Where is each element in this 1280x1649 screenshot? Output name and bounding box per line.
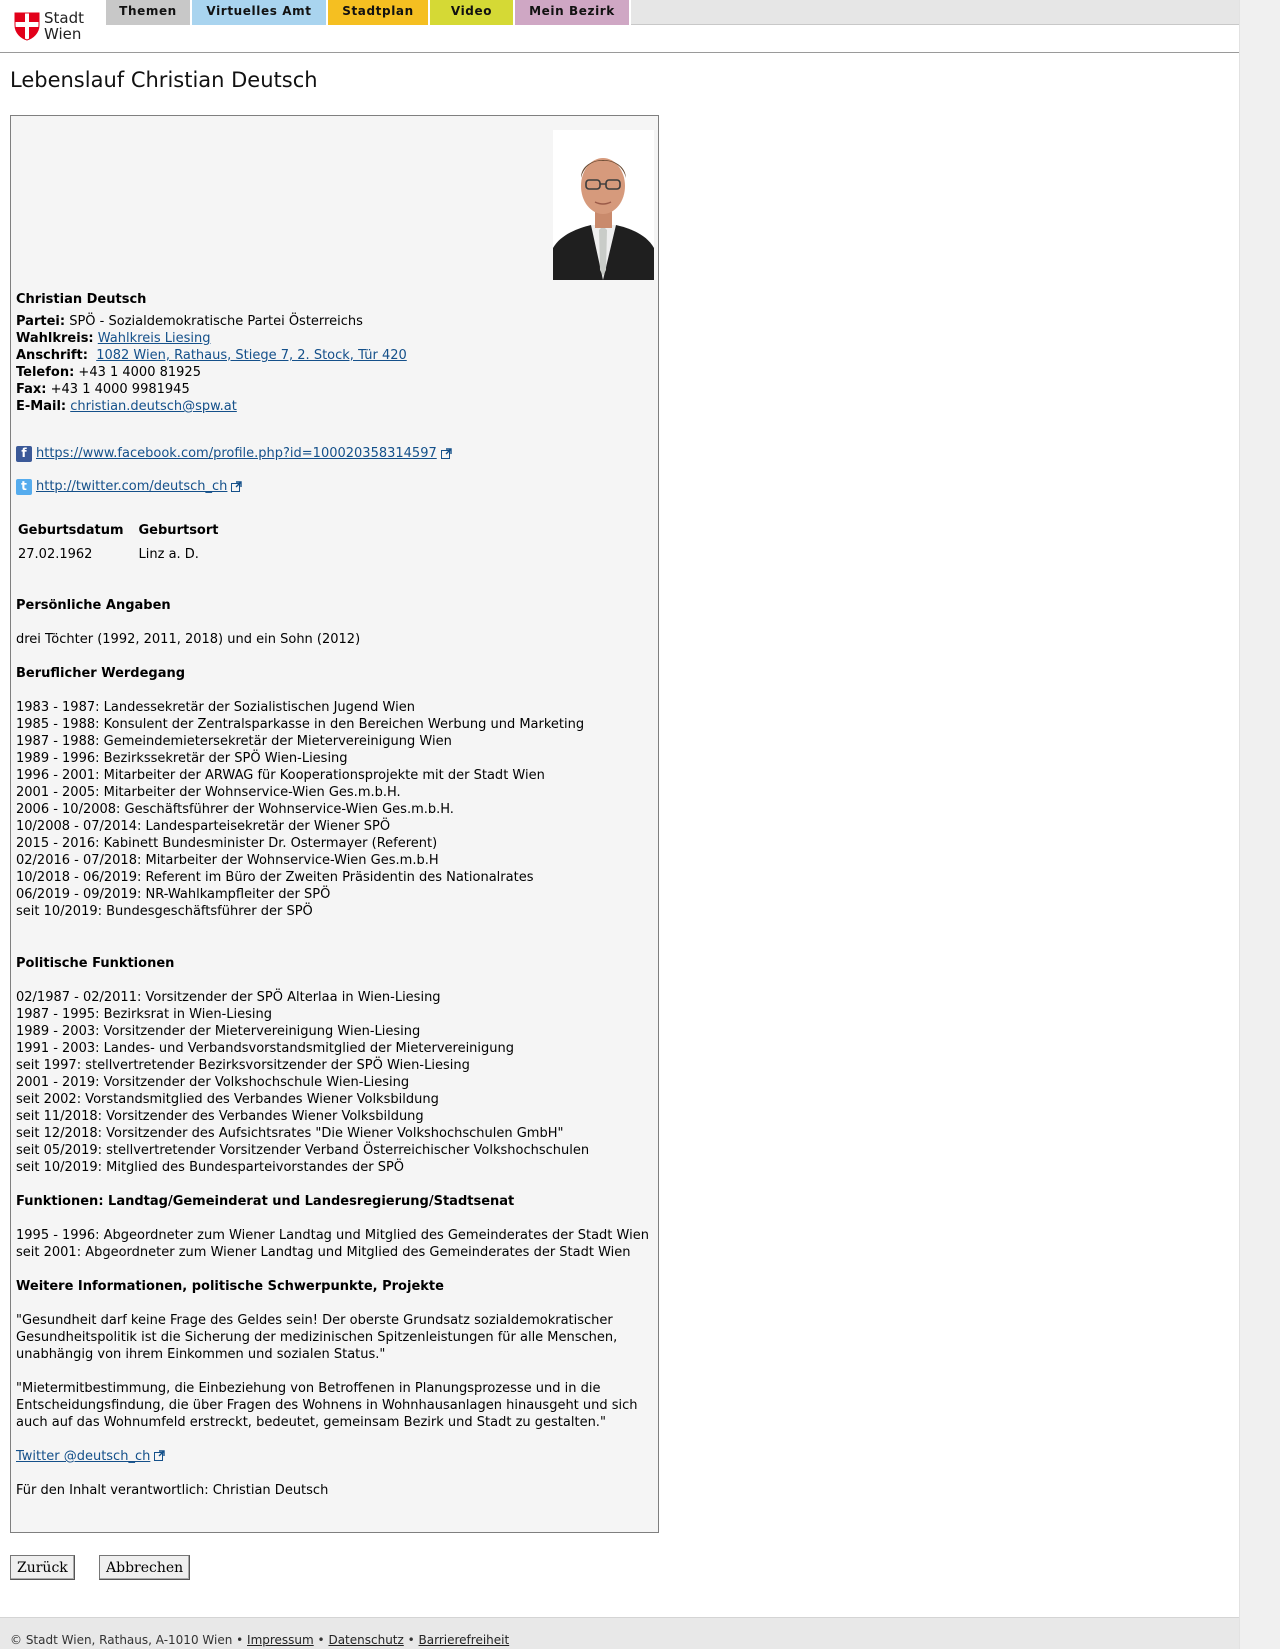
twitter-handle-link[interactable]: Twitter @deutsch_ch bbox=[16, 1449, 151, 1464]
section-personal bbox=[16, 597, 656, 648]
list-item: 1985 - 1988: Konsulent der Zentralsparkasse in den Bereichen Werbung und Marketing bbox=[16, 717, 585, 732]
section-career bbox=[16, 665, 656, 920]
nav-tab-mein-bezirk[interactable]: Mein Bezirk bbox=[515, 0, 631, 25]
list-item: 2006 - 10/2008: Geschäftsführer der Wohnservice-Wien Ges.m.b.H. bbox=[16, 802, 454, 817]
profile-content-box bbox=[10, 115, 659, 1533]
list-item: seit 05/2019: stellvertretender Vorsitzender Verband Österreichischer Volkshochschulen bbox=[16, 1143, 590, 1158]
footer-text: © Stadt Wien, Rathaus, A-1010 Wien • Impressum • Datenschutz • Barrierefreiheit bbox=[10, 1633, 510, 1647]
site-footer bbox=[0, 1617, 1239, 1649]
footer-copyright: © Stadt Wien, Rathaus, A-1010 Wien bbox=[10, 1633, 233, 1647]
list-item: seit 12/2018: Vorsitzender des Aufsichtsrates "Die Wiener Volkshochschulen GmbH" bbox=[16, 1126, 564, 1141]
birth-date-header: Geburtsdatum bbox=[18, 523, 124, 538]
section-landtag-title: Funktionen: Landtag/Gemeinderat und Landesregierung/Stadtsenat bbox=[16, 1194, 515, 1209]
quote-tenants: "Mietermitbestimmung, die Einbeziehung von Betroffenen in Planungsprozesse und in die Entscheidungsfindung, die über Fragen des Wohnens in Wohnhausanlagen hinausgeht und sich auch auf das Wohnumfeld erstreckt, bedeutet, gemeinsam Bezirk und Stadt zu gestalten." bbox=[16, 1381, 638, 1430]
list-item: seit 1997: stellvertretender Bezirksvorsitzender der SPÖ Wien-Liesing bbox=[16, 1058, 470, 1073]
birth-table bbox=[16, 518, 231, 566]
external-link-icon bbox=[441, 448, 452, 459]
section-personal-title: Persönliche Angaben bbox=[16, 598, 171, 613]
section-political-title: Politische Funktionen bbox=[16, 956, 175, 971]
twitter-handle-row bbox=[16, 1448, 656, 1465]
birth-place-value: Linz a. D. bbox=[138, 547, 199, 562]
list-item: 1995 - 1996: Abgeordneter zum Wiener Landtag und Mitglied des Gemeinderates der Stadt Wien bbox=[16, 1228, 649, 1243]
profile-name: Christian Deutsch bbox=[16, 292, 147, 307]
list-item: 1996 - 2001: Mitarbeiter der ARWAG für Kooperationsprojekte mit der Stadt Wien bbox=[16, 768, 545, 783]
section-landtag bbox=[16, 1193, 656, 1261]
list-item: seit 2001: Abgeordneter zum Wiener Landtag und Mitglied des Gemeinderates der Stadt Wien bbox=[16, 1245, 631, 1260]
footer-link-impressum[interactable]: Impressum bbox=[247, 1633, 314, 1647]
career-list bbox=[16, 699, 656, 920]
twitter-row bbox=[16, 478, 242, 495]
list-item: 2015 - 2016: Kabinett Bundesminister Dr. Ostermayer (Referent) bbox=[16, 836, 438, 851]
quote-health: "Gesundheit darf keine Frage des Geldes sein! Der oberste Grundsatz sozialdemokratischer Gesundheitspolitik ist die Sicherung der medizinischen Spitzenleistungen für alle Menschen, unabhängig von ihrem Einkommen und sozialen Status." bbox=[16, 1313, 618, 1362]
list-item: seit 10/2019: Mitglied des Bundesparteivorstandes der SPÖ bbox=[16, 1160, 405, 1175]
nav-tab-stadtplan[interactable]: Stadtplan bbox=[328, 0, 430, 25]
list-item: 1983 - 1987: Landessekretär der Sozialistischen Jugend Wien bbox=[16, 700, 415, 715]
page-scrollbar[interactable] bbox=[1239, 0, 1280, 1649]
section-further bbox=[16, 1278, 656, 1499]
responsible-note: Für den Inhalt verantwortlich: Christian Deutsch bbox=[16, 1483, 329, 1498]
party-value: SPÖ - Sozialdemokratische Partei Österreichs bbox=[69, 314, 363, 329]
landtag-list bbox=[16, 1227, 656, 1261]
email-link[interactable]: christian.deutsch@spw.at bbox=[70, 399, 237, 414]
footer-link-barrierefreiheit[interactable]: Barrierefreiheit bbox=[418, 1633, 510, 1647]
wien-coat-of-arms-icon bbox=[14, 11, 40, 41]
portrait-photo bbox=[553, 130, 654, 280]
external-link-icon bbox=[231, 481, 242, 492]
facebook-link[interactable]: https://www.facebook.com/profile.php?id=100020358314597 bbox=[36, 446, 437, 461]
footer-link-datenschutz[interactable]: Datenschutz bbox=[328, 1633, 404, 1647]
external-link-icon bbox=[154, 1450, 165, 1461]
list-item: 02/1987 - 02/2011: Vorsitzender der SPÖ Alterlaa in Wien-Liesing bbox=[16, 990, 441, 1005]
fax-value: +43 1 4000 9981945 bbox=[50, 382, 190, 397]
list-item: seit 10/2019: Bundesgeschäftsführer der SPÖ bbox=[16, 904, 313, 919]
section-personal-text: drei Töchter (1992, 2011, 2018) und ein Sohn (2012) bbox=[16, 632, 361, 647]
list-item: 02/2016 - 07/2018: Mitarbeiter der Wohnservice-Wien Ges.m.b.H bbox=[16, 853, 439, 868]
facebook-icon: f bbox=[16, 446, 32, 462]
address-link[interactable]: 1082 Wien, Rathaus, Stiege 7, 2. Stock, Tür 420 bbox=[96, 348, 407, 363]
list-item: 2001 - 2005: Mitarbeiter der Wohnservice-Wien Ges.m.b.H. bbox=[16, 785, 401, 800]
list-item: 10/2018 - 06/2019: Referent im Büro der Zweiten Präsidentin des Nationalrates bbox=[16, 870, 534, 885]
page-title: Lebenslauf Christian Deutsch bbox=[10, 68, 318, 92]
list-item: 1989 - 2003: Vorsitzender der Mietervereinigung Wien-Liesing bbox=[16, 1024, 421, 1039]
twitter-link[interactable]: http://twitter.com/deutsch_ch bbox=[36, 479, 228, 494]
constituency-label: Wahlkreis: bbox=[16, 331, 94, 346]
section-political bbox=[16, 955, 656, 1176]
party-label: Partei: bbox=[16, 314, 66, 329]
list-item: 2001 - 2019: Vorsitzender der Volkshochschule Wien-Liesing bbox=[16, 1075, 410, 1090]
address-label: Anschrift: bbox=[16, 348, 88, 363]
nav-tab-themen[interactable]: Themen bbox=[106, 0, 192, 25]
twitter-icon: t bbox=[16, 479, 32, 495]
nav-tab-virtuelles-amt[interactable]: Virtuelles Amt bbox=[192, 0, 328, 25]
list-item: seit 2002: Vorstandsmitglied des Verbandes Wiener Volksbildung bbox=[16, 1092, 439, 1107]
list-item: 10/2008 - 07/2014: Landesparteisekretär der Wiener SPÖ bbox=[16, 819, 391, 834]
site-header bbox=[0, 0, 1239, 53]
main-navigation bbox=[106, 0, 1239, 25]
email-label: E-Mail: bbox=[16, 399, 67, 414]
logo-text: Stadt Wien bbox=[44, 9, 84, 43]
fax-label: Fax: bbox=[16, 382, 47, 397]
phone-label: Telefon: bbox=[16, 365, 75, 380]
section-career-title: Beruflicher Werdegang bbox=[16, 666, 186, 681]
cancel-button[interactable]: Abbrechen bbox=[99, 1555, 190, 1580]
birth-place-header: Geburtsort bbox=[138, 523, 219, 538]
contact-details bbox=[16, 313, 407, 415]
birth-date-value: 27.02.1962 bbox=[18, 547, 93, 562]
list-item: 1987 - 1988: Gemeindemietersekretär der Mietervereinigung Wien bbox=[16, 734, 452, 749]
list-item: 1987 - 1995: Bezirksrat in Wien-Liesing bbox=[16, 1007, 272, 1022]
person-portrait-icon bbox=[553, 130, 654, 280]
stadt-wien-logo[interactable] bbox=[14, 8, 104, 44]
phone-value: +43 1 4000 81925 bbox=[78, 365, 201, 380]
facebook-row bbox=[16, 445, 452, 462]
constituency-link[interactable]: Wahlkreis Liesing bbox=[97, 331, 211, 346]
back-button[interactable]: Zurück bbox=[10, 1555, 75, 1580]
nav-tab-video[interactable]: Video bbox=[430, 0, 515, 25]
section-further-title: Weitere Informationen, politische Schwerpunkte, Projekte bbox=[16, 1279, 444, 1294]
list-item: 06/2019 - 09/2019: NR-Wahlkampfleiter der SPÖ bbox=[16, 887, 331, 902]
list-item: 1991 - 2003: Landes- und Verbandsvorstandsmitglied der Mietervereinigung bbox=[16, 1041, 515, 1056]
list-item: seit 11/2018: Vorsitzender des Verbandes Wiener Volksbildung bbox=[16, 1109, 424, 1124]
political-list bbox=[16, 989, 656, 1176]
list-item: 1989 - 1996: Bezirkssekretär der SPÖ Wien-Liesing bbox=[16, 751, 348, 766]
